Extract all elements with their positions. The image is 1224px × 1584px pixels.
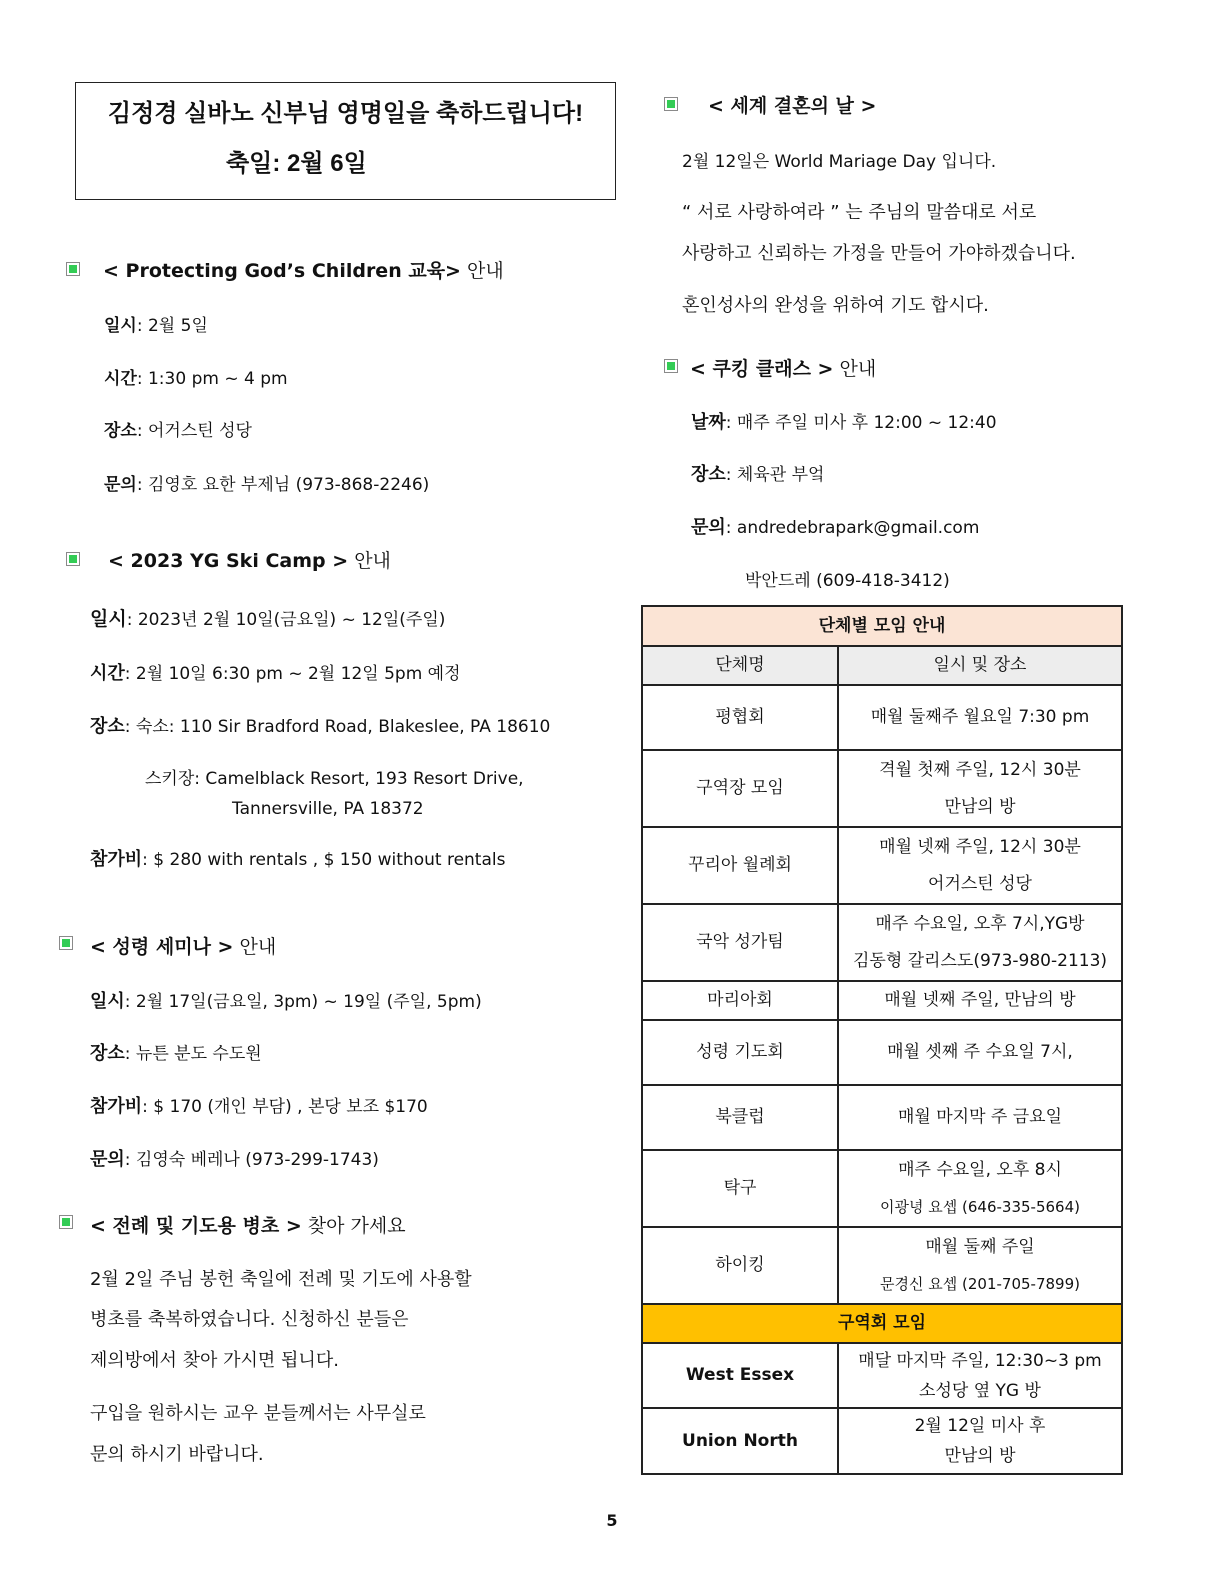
group-schedule-line2: 문경신 요셉 (201-705-7899) xyxy=(880,1274,1080,1293)
group-schedule-line1: 매월 넷째 주일, 12시 30분 xyxy=(879,836,1081,857)
candles-text-line: 구입을 원하시는 교우 분들께서는 사무실로 xyxy=(90,1403,426,1424)
seminar-place xyxy=(90,1039,262,1065)
ski-resort-line2: Tannersville, PA 18372 xyxy=(232,799,424,819)
feast-announcement-box xyxy=(75,82,616,200)
zone-schedule-line2: 소성당 옆 YG 방 xyxy=(919,1380,1041,1401)
group-schedule-line1: 매주 수요일, 오후 7시,YG방 xyxy=(875,913,1085,934)
seminar-contact xyxy=(90,1145,379,1171)
ski-fee-label: 참가비 xyxy=(90,849,143,870)
table-row xyxy=(642,685,1122,750)
ski-date xyxy=(90,604,445,631)
group-name: 성령 기도회 xyxy=(642,1020,838,1085)
pgc-heading-suffix: 안내 xyxy=(460,260,504,282)
group-schedule: 매월 셋째 주 수요일 7시, xyxy=(838,1020,1122,1085)
pgc-contact-label: 문의 xyxy=(104,475,137,495)
cooking-place xyxy=(691,460,824,486)
cooking-heading-title: < 쿠킹 클래스 > xyxy=(690,358,834,380)
bullet-square-icon xyxy=(60,937,72,949)
bullet-square-icon xyxy=(60,1216,72,1228)
seminar-fee-value: : $ 170 (개인 부담) , 본당 보조 $170 xyxy=(142,1097,428,1117)
table-row xyxy=(642,827,1122,904)
group-schedule xyxy=(838,1150,1122,1227)
ski-time-label: 시간 xyxy=(90,663,125,684)
group-name: 구역장 모임 xyxy=(642,750,838,827)
group-name: 평협회 xyxy=(642,685,838,750)
zone-title: 구역회 모임 xyxy=(642,1304,1122,1343)
cooking-contact xyxy=(691,513,979,539)
page-number: 5 xyxy=(606,1511,618,1530)
candles-heading-title: < 전례 및 기도용 병초 > xyxy=(90,1215,302,1237)
candles-text-line: 병초를 축복하였습니다. 신청하신 분들은 xyxy=(90,1309,409,1330)
ski-fee-value: : $ 280 with rentals , $ 150 without rentals xyxy=(142,850,506,870)
column-header-name: 단체명 xyxy=(642,646,838,685)
seminar-heading-title: < 성령 세미나 > xyxy=(90,936,234,958)
cooking-date-value: : 매주 주일 미사 후 12:00 ~ 12:40 xyxy=(725,413,997,433)
marriage-text-line: 2월 12일은 World Mariage Day 입니다. xyxy=(682,152,997,172)
seminar-place-label: 장소 xyxy=(90,1043,125,1064)
table-row xyxy=(642,981,1122,1020)
group-schedule: 매월 마지막 주 금요일 xyxy=(838,1085,1122,1150)
marriage-text-line: 사랑하고 신뢰하는 가정을 만들어 가야하겠습니다. xyxy=(682,243,1076,264)
table-row xyxy=(642,1343,1122,1408)
zone-schedule-line2: 만남의 방 xyxy=(944,1446,1016,1466)
ski-heading-title: < 2023 YG Ski Camp > xyxy=(108,550,349,572)
zone-name: Union North xyxy=(642,1408,838,1474)
zone-schedule xyxy=(838,1343,1122,1408)
group-schedule-line2: 어거스틴 성당 xyxy=(928,873,1032,894)
seminar-contact-label: 문의 xyxy=(90,1149,125,1170)
zone-title-row xyxy=(642,1304,1122,1343)
table-row xyxy=(642,904,1122,981)
table-title-row xyxy=(642,606,1122,646)
seminar-heading-suffix: 안내 xyxy=(233,936,277,958)
group-name: 북클럽 xyxy=(642,1085,838,1150)
zone-name: West Essex xyxy=(642,1343,838,1408)
table-row xyxy=(642,1020,1122,1085)
zone-schedule-line1: 매달 마지막 주일, 12:30~3 pm xyxy=(858,1350,1102,1371)
pgc-date-label: 일시 xyxy=(104,316,137,336)
column-header-when: 일시 및 장소 xyxy=(838,646,1122,685)
table-row xyxy=(642,1085,1122,1150)
pgc-place-label: 장소 xyxy=(104,421,137,441)
zone-schedule xyxy=(838,1408,1122,1474)
ski-place-value: : 숙소: 110 Sir Bradford Road, Blakeslee, PA 18610 xyxy=(124,717,551,737)
group-schedule-line1: 격월 첫째 주일, 12시 30분 xyxy=(879,759,1081,780)
pgc-heading xyxy=(103,256,504,283)
pgc-time-value: : 1:30 pm ~ 4 pm xyxy=(136,369,288,389)
marriage-text-line: 혼인성사의 완성을 위하여 기도 합시다. xyxy=(682,295,989,316)
pgc-contact xyxy=(104,470,429,495)
cooking-contact-label: 문의 xyxy=(691,517,726,538)
group-schedule xyxy=(838,904,1122,981)
seminar-heading xyxy=(90,932,276,959)
cooking-heading xyxy=(690,354,876,381)
seminar-fee-label: 참가비 xyxy=(90,1096,143,1117)
pgc-heading-title: < Protecting God’s Children 교육> xyxy=(103,260,461,282)
pgc-contact-value: : 김영호 요한 부제님 (973-868-2246) xyxy=(136,475,430,495)
group-name: 마리아회 xyxy=(642,981,838,1020)
pgc-place xyxy=(104,416,252,441)
group-meetings-table xyxy=(641,605,1123,1475)
group-schedule xyxy=(838,750,1122,827)
candles-text-line: 제의방에서 찾아 가시면 됩니다. xyxy=(90,1350,339,1371)
group-schedule-line2: 김동형 갈리스도(973-980-2113) xyxy=(852,950,1108,971)
table-row xyxy=(642,1227,1122,1304)
table-row xyxy=(642,750,1122,827)
marriage-text-line: “ 서로 사랑하여라 ” 는 주님의 말씀대로 서로 xyxy=(682,202,1037,223)
ski-fee xyxy=(90,845,505,871)
ski-heading-suffix: 안내 xyxy=(348,550,391,572)
candles-heading xyxy=(90,1211,406,1238)
group-name: 하이킹 xyxy=(642,1227,838,1304)
group-schedule-line2: 이광녕 요셉 (646-335-5664) xyxy=(880,1197,1080,1216)
candles-text-line: 문의 하시기 바랍니다. xyxy=(90,1444,264,1465)
cooking-date-label: 날짜 xyxy=(691,412,726,433)
group-schedule-line2: 만남의 방 xyxy=(944,796,1016,817)
pgc-place-value: : 어거스틴 성당 xyxy=(136,421,252,441)
pgc-time-label: 시간 xyxy=(104,369,137,389)
ski-heading xyxy=(108,546,391,573)
ski-date-label: 일시 xyxy=(90,608,127,630)
feast-title: 김정경 실바노 신부님 영명일을 축하드립니다! xyxy=(107,100,584,127)
candles-text-line: 2월 2일 주님 봉헌 축일에 전례 및 기도에 사용할 xyxy=(90,1269,472,1290)
pgc-date xyxy=(104,311,208,336)
cooking-contact-value: : andredebrapark@gmail.com xyxy=(725,518,980,538)
bullet-square-icon xyxy=(67,553,79,565)
ski-time-value: : 2월 10일 6:30 pm ~ 2월 12일 5pm 예정 xyxy=(124,664,461,684)
ski-time xyxy=(90,659,461,685)
bullet-square-icon xyxy=(665,98,677,110)
group-schedule-line1: 매월 둘째 주일 xyxy=(925,1236,1035,1257)
ski-resort-line1: 스키장: Camelblack Resort, 193 Resort Drive, xyxy=(145,769,524,789)
bullet-square-icon xyxy=(67,263,79,275)
pgc-date-value: : 2월 5일 xyxy=(136,316,208,336)
group-schedule-line1: 매주 수요일, 오후 8시 xyxy=(898,1159,1062,1180)
table-row xyxy=(642,1408,1122,1474)
seminar-contact-value: : 김영숙 베레나 (973-299-1743) xyxy=(124,1150,379,1170)
marriage-heading-title: < 세계 결혼의 날 > xyxy=(708,95,877,117)
cooking-place-label: 장소 xyxy=(691,464,726,485)
bullet-square-icon xyxy=(665,360,677,372)
group-name: 국악 성가팀 xyxy=(642,904,838,981)
marriage-heading xyxy=(708,91,876,118)
cooking-heading-suffix: 안내 xyxy=(833,358,877,380)
table-header-row xyxy=(642,646,1122,685)
pgc-time xyxy=(104,364,288,389)
group-schedule xyxy=(838,827,1122,904)
cooking-date xyxy=(691,408,997,434)
group-schedule: 매월 둘째주 월요일 7:30 pm xyxy=(838,685,1122,750)
seminar-fee xyxy=(90,1092,428,1118)
seminar-date-label: 일시 xyxy=(90,991,125,1012)
seminar-date-value: : 2월 17일(금요일, 3pm) ~ 19일 (주일, 5pm) xyxy=(124,992,482,1012)
ski-place-label: 장소 xyxy=(90,716,125,737)
group-schedule: 매월 넷째 주일, 만남의 방 xyxy=(838,981,1122,1020)
ski-place xyxy=(90,712,550,738)
cooking-place-value: : 체육관 부엌 xyxy=(725,465,825,485)
cooking-contact-person: 박안드레 (609-418-3412) xyxy=(745,571,950,591)
group-name: 탁구 xyxy=(642,1150,838,1227)
ski-date-value: : 2023년 2월 10일(금요일) ~ 12일(주일) xyxy=(126,610,446,630)
seminar-date xyxy=(90,987,482,1013)
feast-date: 축일: 2월 6일 xyxy=(226,150,367,177)
group-schedule xyxy=(838,1227,1122,1304)
table-title: 단체별 모임 안내 xyxy=(642,606,1122,646)
seminar-place-value: : 뉴튼 분도 수도원 xyxy=(124,1044,262,1064)
zone-schedule-line1: 2월 12일 미사 후 xyxy=(914,1416,1046,1436)
group-name: 꾸리아 월례회 xyxy=(642,827,838,904)
candles-heading-suffix: 찾아 가세요 xyxy=(301,1215,406,1237)
table-row xyxy=(642,1150,1122,1227)
